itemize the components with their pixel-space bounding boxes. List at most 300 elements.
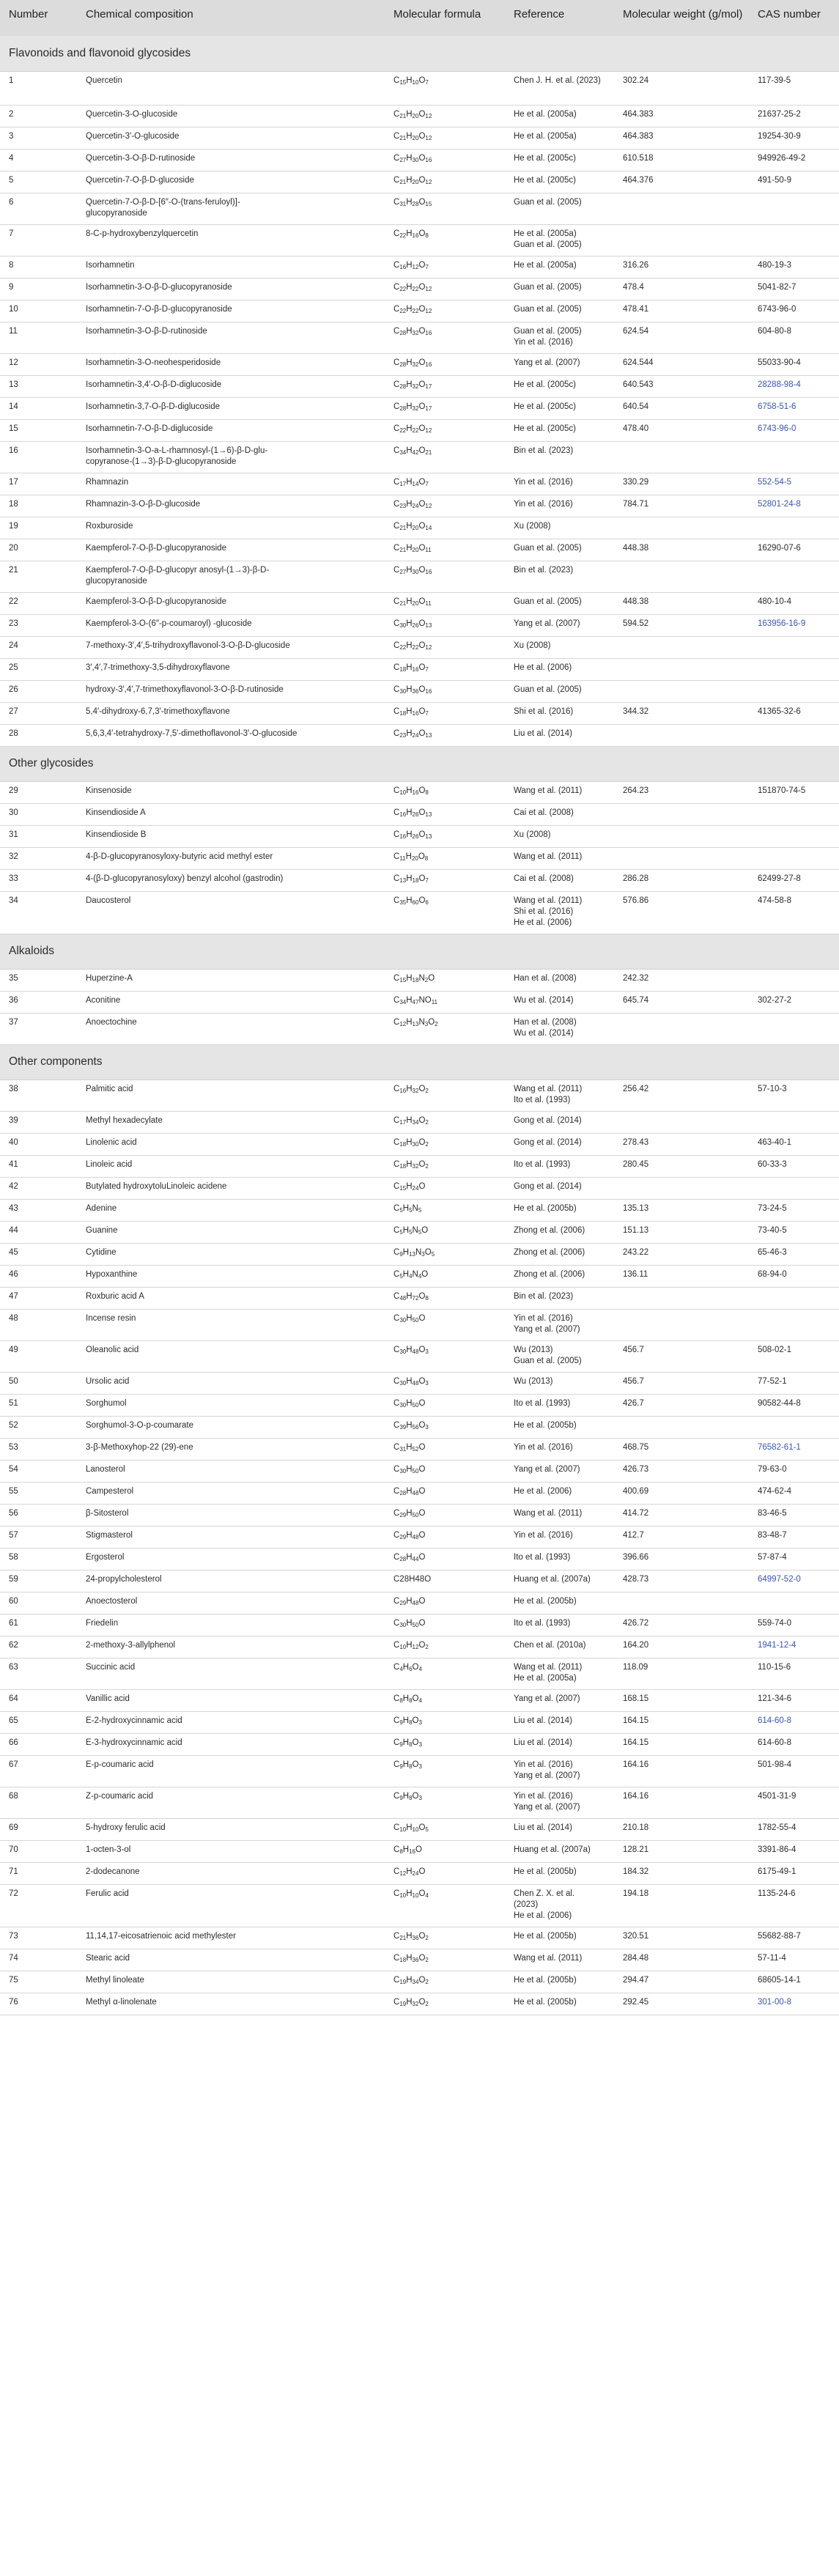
reference-cell: Yin et al. (2016) Yang et al. (2007): [505, 1309, 614, 1340]
cas-number-cell: 559-74-0: [749, 1614, 839, 1636]
molecular-weight-cell: [614, 1287, 749, 1309]
chemical-composition-cell: Vanillic acid: [77, 1689, 385, 1711]
table-row: [0, 1372, 839, 1394]
molecular-formula-cell: $C_{27}H_{30}O_{16}$: [385, 149, 505, 171]
molecular-weight-cell: 412.7: [614, 1526, 749, 1548]
molecular-formula-cell: $C_5H_5N_5$: [385, 1199, 505, 1221]
molecular-formula-cell: $C_{34}H_{47}NO_{11}$: [385, 991, 505, 1013]
molecular-formula-cell: $C_9H_{13}N_3O_5$: [385, 1243, 505, 1265]
reference-cell: Guan et al. (2005): [505, 539, 614, 561]
molecular-weight-cell: 464.383: [614, 105, 749, 127]
molecular-weight-cell: 292.45: [614, 1993, 749, 2015]
reference-cell: Gong et al. (2014): [505, 1111, 614, 1133]
molecular-weight-cell: 464.376: [614, 171, 749, 193]
molecular-formula-cell: $C_{30}H_{50}O$: [385, 1394, 505, 1416]
molecular-weight-cell: [614, 724, 749, 746]
chemical-composition-cell: Oleanolic acid: [77, 1340, 385, 1372]
cas-number-cell: [749, 1111, 839, 1133]
chemical-composition-cell: 2-methoxy-3-allylphenol: [77, 1636, 385, 1658]
cas-number-cell: 491-50-9: [749, 171, 839, 193]
row-number: 14: [0, 397, 77, 419]
reference-cell: He et al. (2005a): [505, 127, 614, 149]
molecular-formula-cell: $C_{29}H_{48}O$: [385, 1592, 505, 1614]
chemical-composition-cell: Butylated hydroxytoluLinoleic acidene: [77, 1177, 385, 1199]
row-number: 11: [0, 322, 77, 353]
table-row: [0, 680, 839, 702]
cas-number-cell[interactable]: 76582-61-1: [749, 1438, 839, 1460]
reference-cell: Cai et al. (2008): [505, 803, 614, 825]
table-row: [0, 127, 839, 149]
molecular-weight-cell: 426.7: [614, 1394, 749, 1416]
table-row: [0, 473, 839, 495]
row-number: 4: [0, 149, 77, 171]
reference-cell: Xu (2008): [505, 517, 614, 539]
reference-cell: Yin et al. (2016): [505, 1526, 614, 1548]
molecular-weight-cell: 426.72: [614, 1614, 749, 1636]
molecular-weight-cell: [614, 680, 749, 702]
molecular-weight-cell: [614, 1111, 749, 1133]
row-number: 41: [0, 1155, 77, 1177]
cas-number-cell: 5041-82-7: [749, 278, 839, 300]
row-number: 51: [0, 1394, 77, 1416]
molecular-formula-cell: $C_{10}H_{10}O_5$: [385, 1818, 505, 1840]
cas-number-cell: 60-33-3: [749, 1155, 839, 1177]
cas-number-cell: [749, 825, 839, 847]
reference-cell: He et al. (2005a) Guan et al. (2005): [505, 224, 614, 256]
row-number: 70: [0, 1840, 77, 1862]
row-number: 10: [0, 300, 77, 322]
chemical-composition-cell: Ergosterol: [77, 1548, 385, 1570]
cas-number-cell[interactable]: 1941-12-4: [749, 1636, 839, 1658]
table-row: [0, 539, 839, 561]
reference-cell: Yin et al. (2016) Yang et al. (2007): [505, 1755, 614, 1787]
reference-cell: Wang et al. (2011): [505, 847, 614, 869]
table-row: [0, 322, 839, 353]
molecular-weight-cell: 242.32: [614, 969, 749, 991]
molecular-weight-cell: [614, 658, 749, 680]
row-number: 48: [0, 1309, 77, 1340]
chemical-composition-cell: Isorhamnetin-3-O-neohesperidoside: [77, 353, 385, 375]
chemical-composition-cell: Kinsendioside A: [77, 803, 385, 825]
molecular-weight-cell: 136.11: [614, 1265, 749, 1287]
molecular-weight-cell: 264.23: [614, 781, 749, 803]
row-number: 53: [0, 1438, 77, 1460]
chemical-composition-cell: Rhamnazin-3-O-β-D-glucoside: [77, 495, 385, 517]
molecular-formula-cell: $C_{29}H_{48}O$: [385, 1526, 505, 1548]
molecular-formula-cell: $C_{22}H_{22}O_{12}$: [385, 419, 505, 441]
table-row: [0, 825, 839, 847]
molecular-formula-cell: $C_9H_8O_3$: [385, 1787, 505, 1818]
table-row: [0, 1013, 839, 1044]
row-number: 43: [0, 1199, 77, 1221]
chemical-composition-cell: hydroxy-3′,4′,7-trimethoxyflavonol-3-O-β-D-rutinoside: [77, 680, 385, 702]
reference-cell: Guan et al. (2005): [505, 278, 614, 300]
reference-cell: Yin et al. (2016): [505, 473, 614, 495]
molecular-formula-cell: $C_{10}H_{10}O_4$: [385, 1884, 505, 1927]
cas-number-cell: 302-27-2: [749, 991, 839, 1013]
molecular-formula-cell: $C_{48}H_{72}O_8$: [385, 1287, 505, 1309]
row-number: 68: [0, 1787, 77, 1818]
table-row: [0, 969, 839, 991]
row-number: 42: [0, 1177, 77, 1199]
reference-cell: Ito et al. (1993): [505, 1548, 614, 1570]
cas-number-cell: [749, 658, 839, 680]
molecular-formula-cell: $C_{12}H_{24}O$: [385, 1862, 505, 1884]
molecular-weight-cell: 320.51: [614, 1927, 749, 1949]
reference-cell: He et al. (2005b): [505, 1416, 614, 1438]
molecular-formula-cell: $C_{18}H_{16}O_7$: [385, 658, 505, 680]
reference-cell: Yang et al. (2007): [505, 353, 614, 375]
chemical-composition-cell: Isorhamnetin-3-O-β-D-rutinoside: [77, 322, 385, 353]
chemical-composition-cell: Linoleic acid: [77, 1155, 385, 1177]
cas-number-cell: 65-46-3: [749, 1243, 839, 1265]
cas-number-cell: 55682-88-7: [749, 1927, 839, 1949]
chemical-composition-cell: Isorhamnetin-7-O-β-D-glucopyranoside: [77, 300, 385, 322]
molecular-weight-cell: 456.7: [614, 1372, 749, 1394]
row-number: 69: [0, 1818, 77, 1840]
chemical-composition-cell: Kaempferol-3-O-(6″-p-coumaroyl) -glucoside: [77, 614, 385, 636]
cas-number-cell[interactable]: 163956-16-9: [749, 614, 839, 636]
chemical-composition-cell: Ferulic acid: [77, 1884, 385, 1927]
molecular-formula-cell: $C_{31}H_{52}O$: [385, 1438, 505, 1460]
molecular-formula-cell: $C_{22}H_{22}O_{12}$: [385, 300, 505, 322]
molecular-formula-cell: $C_{17}H_{34}O_2$: [385, 1111, 505, 1133]
chemical-composition-cell: Methyl α-linolenate: [77, 1993, 385, 2015]
molecular-weight-cell: [614, 1416, 749, 1438]
chemical-composition-cell: Lanosterol: [77, 1460, 385, 1482]
chemical-composition-cell: Methyl hexadecylate: [77, 1111, 385, 1133]
chemical-composition-cell: Friedelin: [77, 1614, 385, 1636]
section-title: Other glycosides: [0, 746, 839, 781]
molecular-weight-cell: 284.48: [614, 1949, 749, 1971]
cas-number-cell[interactable]: 52801-24-8: [749, 495, 839, 517]
molecular-formula-cell: $C_{15}H_{10}O_7$: [385, 71, 505, 105]
row-number: 50: [0, 1372, 77, 1394]
row-number: 18: [0, 495, 77, 517]
row-number: 15: [0, 419, 77, 441]
cas-number-cell: 474-62-4: [749, 1482, 839, 1504]
row-number: 7: [0, 224, 77, 256]
section-header: [0, 36, 839, 71]
cas-number-cell: [749, 1013, 839, 1044]
molecular-formula-cell: $C_5H_5N_5O$: [385, 1221, 505, 1243]
row-number: 67: [0, 1755, 77, 1787]
molecular-weight-cell: [614, 561, 749, 592]
row-number: 17: [0, 473, 77, 495]
reference-cell: He et al. (2005c): [505, 419, 614, 441]
section-header: [0, 746, 839, 781]
table-row: [0, 375, 839, 397]
table-header: [0, 0, 839, 36]
table-row: [0, 1080, 839, 1111]
chemical-composition-cell: Quercetin-7-O-β-D-[6″-O-(trans-feruloyl)]- glucopyranoside: [77, 193, 385, 224]
chemical-composition-cell: Sorghumol: [77, 1394, 385, 1416]
cas-number-cell: 21637-25-2: [749, 105, 839, 127]
molecular-formula-cell: $C_{19}H_{34}O_2$: [385, 1971, 505, 1993]
row-number: 24: [0, 636, 77, 658]
row-number: 29: [0, 781, 77, 803]
reference-cell: Liu et al. (2014): [505, 1818, 614, 1840]
cas-number-cell: 480-10-4: [749, 592, 839, 614]
chemical-composition-cell: Hypoxanthine: [77, 1265, 385, 1287]
row-number: 31: [0, 825, 77, 847]
table-row: [0, 1927, 839, 1949]
reference-cell: Wu (2013) Guan et al. (2005): [505, 1340, 614, 1372]
cas-number-cell: 6175-49-1: [749, 1862, 839, 1884]
row-number: 38: [0, 1080, 77, 1111]
chemical-composition-cell: Isorhamnetin-3,4′-O-β-D-diglucoside: [77, 375, 385, 397]
row-number: 56: [0, 1504, 77, 1526]
reference-cell: Gong et al. (2014): [505, 1133, 614, 1155]
table-row: [0, 105, 839, 127]
row-number: 59: [0, 1570, 77, 1592]
row-number: 63: [0, 1658, 77, 1689]
molecular-formula-cell: $C_{16}H_{26}O_{13}$: [385, 825, 505, 847]
cas-number-cell[interactable]: 552-54-5: [749, 473, 839, 495]
molecular-weight-cell: [614, 1309, 749, 1340]
table-row: [0, 1884, 839, 1927]
molecular-weight-cell: 135.13: [614, 1199, 749, 1221]
molecular-formula-cell: $C_9H_8O_3$: [385, 1733, 505, 1755]
chemical-composition-cell: Quercetin-3′-O-glucoside: [77, 127, 385, 149]
molecular-weight-cell: [614, 441, 749, 473]
row-number: 72: [0, 1884, 77, 1927]
chemical-composition-cell: 8-C-p-hydroxybenzylquercetin: [77, 224, 385, 256]
table-row: [0, 1993, 839, 2015]
molecular-weight-cell: [614, 847, 749, 869]
molecular-weight-cell: 118.09: [614, 1658, 749, 1689]
reference-cell: Wang et al. (2011): [505, 1504, 614, 1526]
molecular-weight-cell: 151.13: [614, 1221, 749, 1243]
row-number: 26: [0, 680, 77, 702]
table-row: [0, 441, 839, 473]
table-row: [0, 1755, 839, 1787]
chemical-composition-cell: 7-methoxy-3′,4′,5-trihydroxyflavonol-3-O-β-D-glucoside: [77, 636, 385, 658]
molecular-weight-cell: 243.22: [614, 1243, 749, 1265]
chemical-composition-cell: Isorhamnetin-3-O-β-D-glucopyranoside: [77, 278, 385, 300]
molecular-formula-cell: $C_{17}H_{14}O_7$: [385, 473, 505, 495]
molecular-weight-cell: [614, 803, 749, 825]
reference-cell: Ito et al. (1993): [505, 1394, 614, 1416]
row-number: 13: [0, 375, 77, 397]
cas-number-cell: 83-46-5: [749, 1504, 839, 1526]
table-row: [0, 1840, 839, 1862]
cas-number-cell[interactable]: 614-60-8: [749, 1711, 839, 1733]
table-row: [0, 1438, 839, 1460]
molecular-weight-cell: 164.16: [614, 1787, 749, 1818]
header-reference: Reference: [505, 0, 614, 36]
cas-number-cell: 57-11-4: [749, 1949, 839, 1971]
molecular-weight-cell: 280.45: [614, 1155, 749, 1177]
row-number: 33: [0, 869, 77, 891]
cas-number-cell[interactable]: 301-00-8: [749, 1993, 839, 2015]
row-number: 6: [0, 193, 77, 224]
chemical-composition-cell: Kaempferol-7-O-β-D-glucopyr anosyl-(1→3)-β-D- glucopyranoside: [77, 561, 385, 592]
table-row: [0, 1394, 839, 1416]
row-number: 66: [0, 1733, 77, 1755]
header-molecular-weight: Molecular weight (g/mol): [614, 0, 749, 36]
chemical-composition-cell: Palmitic acid: [77, 1080, 385, 1111]
table-row: [0, 658, 839, 680]
reference-cell: Han et al. (2008): [505, 969, 614, 991]
molecular-formula-cell: $C_{22}H_{22}O_{12}$: [385, 278, 505, 300]
header-row: [0, 0, 839, 36]
molecular-formula-cell: $C_{28}H_{32}O_{16}$: [385, 353, 505, 375]
cas-number-cell: 6743-96-0: [749, 300, 839, 322]
section-header: [0, 934, 839, 969]
cas-number-cell: [749, 1287, 839, 1309]
molecular-weight-cell: 400.69: [614, 1482, 749, 1504]
table-row: [0, 1340, 839, 1372]
reference-cell: He et al. (2005c): [505, 375, 614, 397]
chemical-composition-cell: Campesterol: [77, 1482, 385, 1504]
molecular-formula-cell: $C_{28}H_{32}O_{17}$: [385, 397, 505, 419]
molecular-formula-cell: $C_{16}H_{26}O_{13}$: [385, 803, 505, 825]
cas-number-cell: 480-19-3: [749, 256, 839, 278]
table-row: [0, 1309, 839, 1340]
molecular-weight-cell: [614, 1592, 749, 1614]
row-number: 34: [0, 891, 77, 934]
chemical-composition-cell: Aconitine: [77, 991, 385, 1013]
chemical-composition-cell: Rhamnazin: [77, 473, 385, 495]
reference-cell: He et al. (2005c): [505, 149, 614, 171]
chemical-composition-cell: E-2-hydroxycinnamic acid: [77, 1711, 385, 1733]
cas-number-cell: [749, 636, 839, 658]
row-number: 27: [0, 702, 77, 724]
molecular-formula-cell: $C_{30}H_{48}O_3$: [385, 1372, 505, 1394]
molecular-weight-cell: 448.38: [614, 539, 749, 561]
table-row: [0, 71, 839, 105]
row-number: 76: [0, 1993, 77, 2015]
molecular-formula-cell: $C_{30}H_{36}O_{16}$: [385, 680, 505, 702]
molecular-weight-cell: 184.32: [614, 1862, 749, 1884]
row-number: 46: [0, 1265, 77, 1287]
chemical-composition-cell: 5-hydroxy ferulic acid: [77, 1818, 385, 1840]
chemical-composition-cell: 2-dodecanone: [77, 1862, 385, 1884]
table-row: [0, 419, 839, 441]
reference-cell: Guan et al. (2005) Yin et al. (2016): [505, 322, 614, 353]
row-number: 71: [0, 1862, 77, 1884]
chemical-composition-cell: Kinsendioside B: [77, 825, 385, 847]
molecular-formula-cell: $C_{10}H_{16}O_8$: [385, 781, 505, 803]
molecular-weight-cell: 610.518: [614, 149, 749, 171]
cas-number-cell: [749, 1416, 839, 1438]
reference-cell: Wu (2013): [505, 1372, 614, 1394]
molecular-formula-cell: $C_{22}H_{16}O_8$: [385, 224, 505, 256]
molecular-formula-cell: $C_8H_{16}O$: [385, 1840, 505, 1862]
table-row: [0, 614, 839, 636]
cas-number-cell: 16290-07-6: [749, 539, 839, 561]
section-title: Other components: [0, 1044, 839, 1080]
cas-number-cell: 73-40-5: [749, 1221, 839, 1243]
reference-cell: Bin et al. (2023): [505, 441, 614, 473]
row-number: 9: [0, 278, 77, 300]
table-row: [0, 1460, 839, 1482]
cas-number-cell[interactable]: 64997-52-0: [749, 1570, 839, 1592]
molecular-weight-cell: 344.32: [614, 702, 749, 724]
molecular-weight-cell: 784.71: [614, 495, 749, 517]
chemical-composition-cell: Isorhamnetin: [77, 256, 385, 278]
chemical-composition-cell: 5,6,3,4′-tetrahydroxy-7,5′-dimethoflavonol-3′-O-glucoside: [77, 724, 385, 746]
row-number: 36: [0, 991, 77, 1013]
table-row: [0, 1177, 839, 1199]
molecular-formula-cell: $C_{15}H_{24}O$: [385, 1177, 505, 1199]
molecular-weight-cell: 168.15: [614, 1689, 749, 1711]
row-number: 49: [0, 1340, 77, 1372]
table-row: [0, 991, 839, 1013]
reference-cell: Wang et al. (2011) He et al. (2005a): [505, 1658, 614, 1689]
row-number: 37: [0, 1013, 77, 1044]
row-number: 54: [0, 1460, 77, 1482]
table-row: [0, 891, 839, 934]
reference-cell: He et al. (2005a): [505, 256, 614, 278]
molecular-weight-cell: 456.7: [614, 1340, 749, 1372]
row-number: 25: [0, 658, 77, 680]
reference-cell: Shi et al. (2016): [505, 702, 614, 724]
reference-cell: Guan et al. (2005): [505, 300, 614, 322]
cas-number-cell: 508-02-1: [749, 1340, 839, 1372]
table-row: [0, 1971, 839, 1993]
cas-number-cell: 90582-44-8: [749, 1394, 839, 1416]
section-header: [0, 1044, 839, 1080]
molecular-formula-cell: $C_{30}H_{50}O$: [385, 1614, 505, 1636]
header-chemical-composition: Chemical composition: [77, 0, 385, 36]
cas-number-cell: [749, 193, 839, 224]
molecular-formula-cell: $C_{28}H_{32}O_{16}$: [385, 322, 505, 353]
table-row: [0, 1416, 839, 1438]
molecular-formula-cell: $C_5H_4N_4O$: [385, 1265, 505, 1287]
reference-cell: Chen J. H. et al. (2023): [505, 71, 614, 105]
chemical-composition-cell: Stigmasterol: [77, 1526, 385, 1548]
reference-cell: Xu (2008): [505, 636, 614, 658]
row-number: 57: [0, 1526, 77, 1548]
chemical-composition-cell: 24-propylcholesterol: [77, 1570, 385, 1592]
chemical-composition-cell: Linolenic acid: [77, 1133, 385, 1155]
row-number: 58: [0, 1548, 77, 1570]
chemical-composition-cell: Z-p-coumaric acid: [77, 1787, 385, 1818]
reference-cell: Yang et al. (2007): [505, 1689, 614, 1711]
cas-number-cell: [749, 441, 839, 473]
row-number: 52: [0, 1416, 77, 1438]
molecular-weight-cell: 286.28: [614, 869, 749, 891]
molecular-formula-cell: $C_{18}H_{30}O_2$: [385, 1133, 505, 1155]
cas-number-cell[interactable]: 6743-96-0: [749, 419, 839, 441]
molecular-weight-cell: 164.15: [614, 1733, 749, 1755]
cas-number-cell[interactable]: 28288-98-4: [749, 375, 839, 397]
chemical-composition-cell: Stearic acid: [77, 1949, 385, 1971]
cas-number-cell: 474-58-8: [749, 891, 839, 934]
molecular-formula-cell: $C_8H_8O_4$: [385, 1689, 505, 1711]
molecular-weight-cell: [614, 193, 749, 224]
table-body: [0, 36, 839, 2015]
row-number: 8: [0, 256, 77, 278]
chemical-composition-cell: Huperzine-A: [77, 969, 385, 991]
table-row: [0, 1570, 839, 1592]
table-row: [0, 224, 839, 256]
table-row: [0, 1862, 839, 1884]
reference-cell: Ito et al. (1993): [505, 1155, 614, 1177]
row-number: 28: [0, 724, 77, 746]
cas-number-cell[interactable]: 6758-51-6: [749, 397, 839, 419]
molecular-formula-cell: $C_{18}H_{36}O_2$: [385, 1949, 505, 1971]
reference-cell: Wu et al. (2014): [505, 991, 614, 1013]
cas-number-cell: 57-87-4: [749, 1548, 839, 1570]
chemical-composition-cell: Kinsenoside: [77, 781, 385, 803]
molecular-formula-cell: $C_{35}H_{60}O_6$: [385, 891, 505, 934]
molecular-weight-cell: [614, 1013, 749, 1044]
reference-cell: Gong et al. (2014): [505, 1177, 614, 1199]
row-number: 19: [0, 517, 77, 539]
